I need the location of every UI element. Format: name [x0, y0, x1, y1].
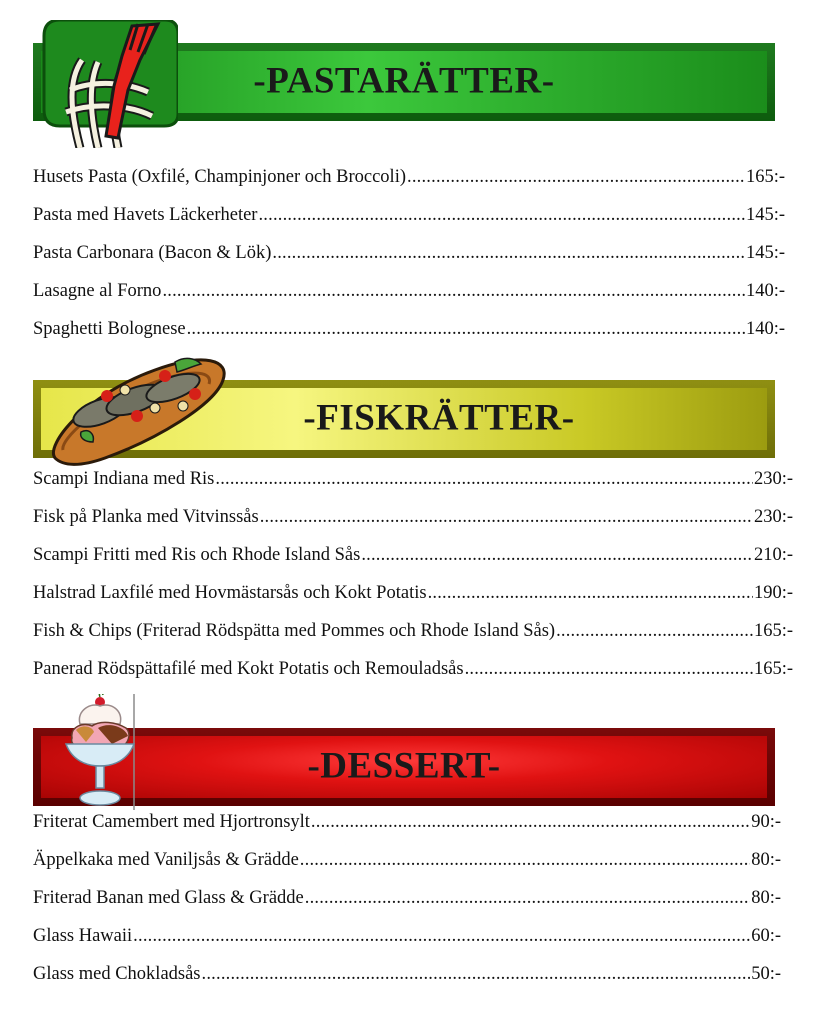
- menu-item-price: 230:-: [753, 469, 793, 489]
- menu-item-name: Glass Hawaii: [33, 926, 133, 946]
- menu-item-price: 50:-: [751, 964, 781, 984]
- pasta-section-title: -PASTARÄTTER-: [253, 60, 555, 102]
- menu-item-name: Spaghetti Bolognese: [33, 319, 186, 339]
- menu-item-price: 165:-: [753, 659, 793, 679]
- menu-item-name: Lasagne al Forno: [33, 281, 162, 301]
- dessert-section-banner: [33, 728, 775, 806]
- menu-item-price: 90:-: [751, 812, 781, 832]
- menu-item-name: Husets Pasta (Oxfilé, Champinjoner och Broccoli): [33, 167, 406, 187]
- menu-item-price: 210:-: [753, 545, 793, 565]
- menu-item-name: Scampi Indiana med Ris: [33, 469, 215, 489]
- menu-item: [33, 583, 793, 621]
- dessert-section-title: -DESSERT-: [307, 745, 501, 787]
- menu-item-name: Scampi Fritti med Ris och Rhode Island Sås: [33, 545, 361, 565]
- menu-item-name: Halstrad Laxfilé med Hovmästarsås och Kokt Potatis: [33, 583, 427, 603]
- menu-item-price: 165:-: [745, 167, 785, 187]
- menu-item-name: Fisk på Planka med Vitvinssås: [33, 507, 259, 527]
- menu-item: [33, 469, 793, 507]
- ice-cream-sundae-icon: [62, 694, 138, 812]
- menu-item: [33, 281, 785, 319]
- menu-item: [33, 507, 793, 545]
- menu-item-price: 145:-: [745, 205, 785, 225]
- fish-menu-list: [33, 469, 793, 697]
- menu-item: [33, 926, 781, 964]
- menu-item: [33, 659, 793, 697]
- menu-item-name: Friterad Banan med Glass & Grädde: [33, 888, 304, 908]
- dessert-menu-list: [33, 812, 781, 1002]
- menu-item-price: 165:-: [753, 621, 793, 641]
- menu-item-price: 145:-: [745, 243, 785, 263]
- menu-item-name: Glass med Chokladsås: [33, 964, 201, 984]
- menu-item: [33, 888, 781, 926]
- menu-item-price: 60:-: [751, 926, 781, 946]
- menu-item-price: 230:-: [753, 507, 793, 527]
- menu-item: [33, 167, 785, 205]
- menu-item: [33, 850, 781, 888]
- menu-item-name: Fish & Chips (Friterad Rödspätta med Pommes och Rhode Island Sås): [33, 621, 556, 641]
- menu-item: [33, 812, 781, 850]
- menu-item-name: Panerad Rödspättafilé med Kokt Potatis och Remouladsås: [33, 659, 464, 679]
- menu-item-price: 140:-: [745, 281, 785, 301]
- menu-item-name: Friterat Camembert med Hjortronsylt: [33, 812, 310, 832]
- menu-item: [33, 205, 785, 243]
- menu-item-name: Äppelkaka med Vaniljsås & Grädde: [33, 850, 299, 870]
- menu-item-price: 190:-: [753, 583, 793, 603]
- menu-item-name: Pasta Carbonara (Bacon & Lök): [33, 243, 272, 263]
- menu-item-price: 80:-: [751, 888, 781, 908]
- menu-item: [33, 964, 781, 1002]
- menu-item: [33, 545, 793, 583]
- menu-item-price: 80:-: [751, 850, 781, 870]
- menu-item: [33, 243, 785, 281]
- menu-item: [33, 621, 793, 659]
- fish-section-title: -FISKRÄTTER-: [303, 397, 575, 439]
- menu-item-name: Pasta med Havets Läckerheter: [33, 205, 258, 225]
- pasta-menu-list: [33, 167, 785, 357]
- pasta-fork-icon: [40, 20, 178, 148]
- fish-platter-icon: [45, 350, 230, 470]
- menu-item-price: 140:-: [745, 319, 785, 339]
